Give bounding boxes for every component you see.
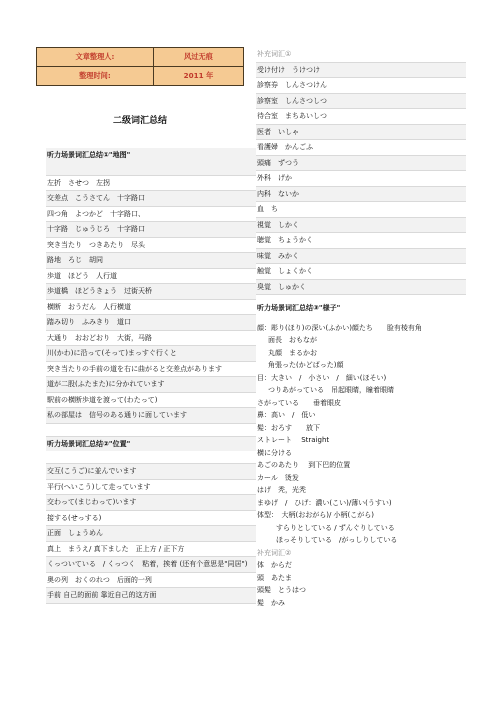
vocab-entry: つりあがっている 吊起眼睛，瞳着眼睛 (268, 386, 394, 394)
vocab-entry: 丸顔 まるかお (268, 348, 317, 357)
organizer-row (37, 48, 244, 67)
vocab-entry: 横断 おうだん 人行横道 (46, 300, 256, 316)
section-heading: 听力场景词汇总结②"位置" (46, 437, 256, 452)
vocab-entry: 川(かわ)に沿って(そって)まっすぐ行くと (46, 346, 256, 362)
vocab-entry: 四つ角 よつかど 十字路口、 (46, 207, 256, 223)
vocab-entry: 十字路 じゅうじろ 十字路口 (46, 222, 256, 238)
vocab-entry: 歩道橋 ほどうきょう 过街天桥 (46, 284, 256, 300)
vocab-entry: すらりとしている / ずんぐりしている (276, 523, 395, 532)
date-label: 整理时间: (37, 67, 154, 86)
section-heading: 听力场景词汇总结①"地图" (46, 148, 256, 163)
vocab-entry: 体 からだ (257, 561, 292, 569)
vocab-entry: カール 烫发 (257, 473, 299, 482)
vocab-entry: 顔：彫り(ほり)の深い(ふかい)顔たち 脸有棱有角 (257, 323, 422, 332)
vocab-entry: 真上 まうえ/ 真下ました 正上方 / 正下方 (46, 542, 256, 558)
vocab-entry: 突き当たり つきあたり 尽头 (46, 238, 256, 254)
right-vocab-column (256, 47, 466, 609)
vocab-entry: 触覚 しょくかく (256, 264, 466, 280)
vocab-entry: 内科 ないか (256, 187, 466, 203)
vocab-entry: 大通り おおどおり 大街，马路 (46, 331, 256, 347)
vocab-entry: 受け付け うけつけ (256, 63, 466, 79)
vocab-entry: 診察室 しんさつしつ (256, 94, 466, 110)
vocab-entry: 髪 かみ (257, 598, 285, 607)
vocab-entry: 角張った(かどばった)顔 (268, 361, 344, 369)
vocab-entry: 視覚 しかく (256, 218, 466, 234)
vocab-entry: ストレート Straight (257, 436, 330, 444)
vocab-entry: 目：大きい / 小さい / 細い(ほそい) (257, 373, 387, 382)
vocab-entry: 交わって(まじわって)います (46, 495, 256, 511)
left-vocab-column (46, 148, 256, 604)
vocab-entry: 頭痛 ずつう (256, 156, 466, 172)
vocab-entry: 平行(へいこう)して走っています (46, 480, 256, 496)
organizer-label: 文章整理人: (37, 48, 154, 67)
vocab-entry: 駅前の横断歩道を渡って(わたって) (46, 393, 256, 409)
vocab-entry: 接する(せっする) (46, 511, 256, 527)
vocab-entry: 体型： 大柄(おおがら)/ 小柄(こがら) (257, 511, 375, 519)
spacer-row (46, 424, 256, 437)
vocab-entry: 看護婦 かんごふ (256, 140, 466, 156)
vocab-entry: 血 ち (256, 202, 466, 218)
vocab-entry: 待合室 まちあいしつ (256, 109, 466, 125)
vocab-entry: 面長 おもなが (268, 336, 317, 344)
vocab-entry: 医者 いしゃ (256, 125, 466, 141)
spacer-row (46, 163, 256, 176)
document-title: 二级词汇总结 (112, 116, 167, 126)
vocab-entry: 正面 しょうめん (46, 526, 256, 542)
vocab-entry: 路地 ろじ 胡同 (46, 253, 256, 269)
organizer-value: 风过无痕 (153, 48, 243, 67)
vocab-entry: 歩道 ほどう 人行道 (46, 269, 256, 285)
vocab-entry: 横に分ける (257, 448, 292, 457)
vocab-entry: 左折 させつ 左拐 (46, 176, 256, 192)
info-table (36, 47, 244, 86)
vocab-entry: 臭覚 しゅかく (256, 280, 466, 296)
vocab-entry: 聴覚 ちょうかく (256, 233, 466, 249)
date-row (37, 67, 244, 86)
vocab-entry: くっついている / くっつく 粘着，挨着 (还有个意思是"同居") (46, 557, 256, 573)
vocab-entry: 补充词汇② (257, 548, 292, 557)
vocab-entry: さがっている 垂着眼皮 (257, 398, 341, 407)
vocab-entry: ほっそりしている /がっしりしている (276, 536, 398, 544)
vocab-entry: 外科 げか (256, 171, 466, 187)
vocab-entry: 鼻：高い / 低い (257, 411, 316, 419)
vocab-entry: 交差点 こうさてん 十字路口 (46, 191, 256, 207)
vocab-entry: 髪：おろす 放下 (257, 423, 320, 432)
vocab-entry: はげ 秃，光秃 (257, 486, 306, 494)
vocab-entry: 奥の列 おくのれつ 后面的一列 (46, 573, 256, 589)
vocab-entry: 交互(こうご)に並んでいます (46, 464, 256, 480)
vocab-entry: 补充词汇① (256, 47, 466, 63)
vocab-entry: 手前 自己的面前 靠近自己的这方面 (46, 588, 256, 604)
vocab-entry: まゆげ / ひげ：濃い(こい)/薄い(うすい) (257, 498, 392, 507)
vocab-entry: 味覚 みかく (256, 249, 466, 265)
vocab-entry: 診察券 しんさつけん (256, 78, 466, 94)
vocab-entry: 頭 あたま (257, 573, 292, 582)
spacer-row (46, 451, 256, 464)
vocab-entry: 道が二股(ふたまた)に分かれています (46, 377, 256, 393)
vocab-entry: 私の部屋は 信号のある通りに面しています (46, 408, 256, 424)
vocab-entry: 頭髪 とうはつ (257, 586, 306, 594)
vocab-entry: 突き当たりの手前の道を右に曲がると交差点があります (46, 362, 256, 378)
date-value: 2011 年 (153, 67, 243, 86)
vocab-entry: 踏み切り ふみきり 道口 (46, 315, 256, 331)
section-heading: 听力场景词汇总结③"様子" (257, 304, 341, 312)
vocab-entry: あごのあたり 到下巴的位置 (257, 461, 351, 469)
